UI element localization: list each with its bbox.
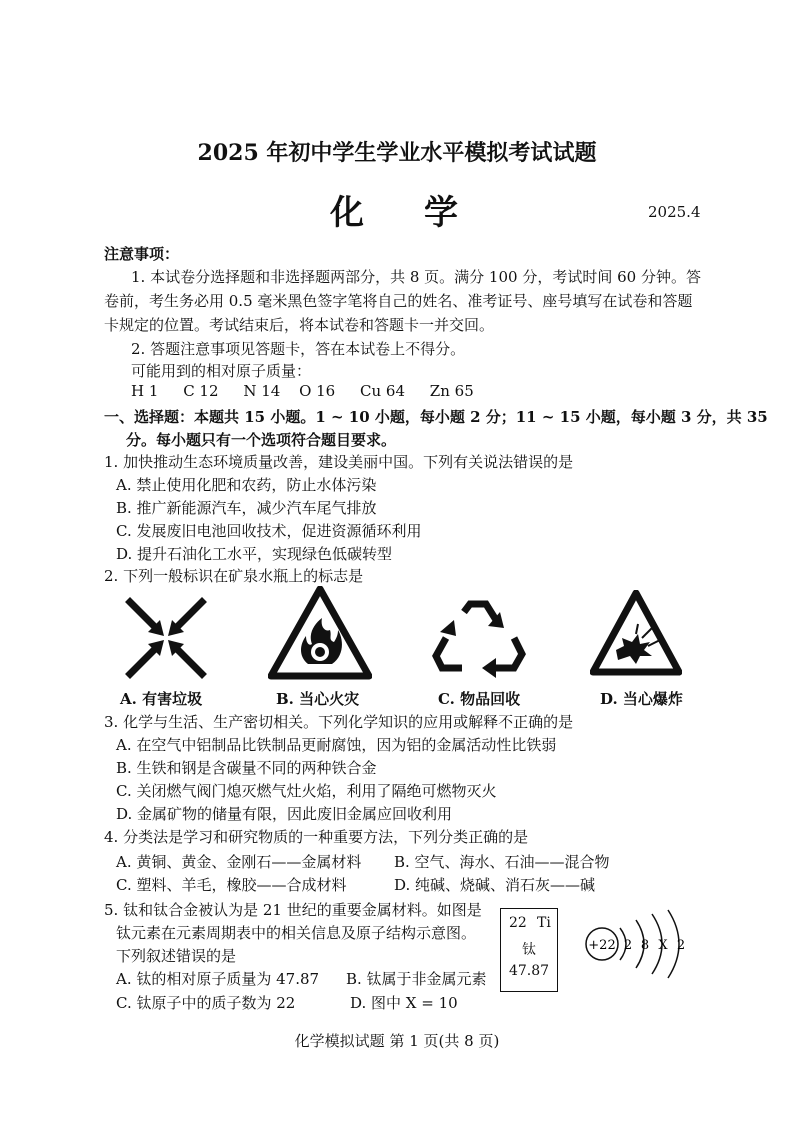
notes-line-2: 卷前，考生务必用 0.5 毫米黑色签字笔将自己的姓名、准考证号、座号填写在试卷和答题: [104, 292, 693, 310]
atomic-number: 22: [509, 915, 527, 931]
exam-title: 2025 年初中学生学业水平模拟考试试题: [197, 140, 597, 166]
q4-option-a: A. 黄铜、黄金、金刚石——金属材料: [116, 853, 362, 871]
shell-1-electrons: 2: [623, 938, 633, 953]
periodic-table-cell: [500, 908, 558, 992]
q4-option-b: B. 空气、海水、石油——混合物: [394, 853, 610, 871]
fire-warning-sign-icon: [268, 586, 372, 680]
q1-option-c: C. 发展废旧电池回收技术，促进资源循环利用: [116, 522, 422, 540]
mass-n: N 14: [243, 382, 281, 400]
q5-stem-line-1: 5. 钛和钛合金被认为是 21 世纪的重要金属材料。如图是: [104, 901, 482, 919]
q5-stem-line-3: 下列叙述错误的是: [116, 947, 237, 965]
notes-heading: 注意事项：: [104, 245, 180, 263]
subject-title: 化学: [330, 193, 518, 233]
q4-option-d: D. 纯碱、烧碱、消石灰——碱: [394, 876, 596, 894]
notes-line-4: 2. 答题注意事项见答题卡，答在本试卷上不得分。: [131, 340, 466, 358]
mass-o: O 16: [299, 382, 336, 400]
notes-line-5: 可能用到的相对原子质量：: [131, 362, 312, 380]
q5-stem-line-2: 钛元素在元素周期表中的相关信息及原子结构示意图。: [116, 924, 477, 942]
mass-h: H 1: [131, 382, 159, 400]
q1-option-b: B. 推广新能源汽车，减少汽车尾气排放: [116, 499, 377, 517]
hazardous-waste-sign-icon: [124, 596, 208, 680]
q3-option-b: B. 生铁和钢是含碳量不同的两种铁合金: [116, 759, 377, 777]
q3-stem: 3. 化学与生活、生产密切相关。下列化学知识的应用或解释不正确的是: [104, 713, 574, 731]
nucleus-charge: +22: [588, 938, 616, 953]
q2-option-c: C. 物品回收: [438, 690, 521, 708]
q2-stem: 2. 下列一般标识在矿泉水瓶上的标志是: [104, 567, 364, 585]
atomic-structure-diagram: [580, 906, 690, 986]
q1-stem: 1. 加快推动生态环境质量改善，建设美丽中国。下列有关说法错误的是: [104, 453, 574, 471]
element-name: 钛: [522, 942, 536, 958]
atomic-mass: 47.87: [508, 963, 550, 979]
q1-option-a: A. 禁止使用化肥和农药，防止水体污染: [116, 476, 377, 494]
shell-3-electrons: X: [658, 938, 668, 953]
notes-line-3: 卡规定的位置。考试结束后，将本试卷和答题卡一并交回。: [104, 316, 495, 334]
q2-option-d: D. 当心爆炸: [600, 690, 683, 708]
q3-option-d: D. 金属矿物的储量有限，因此废旧金属应回收利用: [116, 805, 453, 823]
notes-line-1: 1. 本试卷分选择题和非选择题两部分，共 8 页。满分 100 分，考试时间 60 分钟。答: [131, 268, 701, 286]
q4-stem: 4. 分类法是学习和研究物质的一种重要方法，下列分类正确的是: [104, 828, 529, 846]
page-footer: 化学模拟试题 第 1 页(共 8 页): [294, 1032, 500, 1050]
section-heading-line-2: 分。每小题只有一个选项符合题目要求。: [126, 431, 397, 449]
q3-option-a: A. 在空气中铝制品比铁制品更耐腐蚀，因为铝的金属活动性比铁弱: [116, 736, 557, 754]
atomic-mass-list: [131, 382, 474, 400]
section-heading-line-1: 一、选择题：本题共 15 小题。1 ~ 10 小题，每小题 2 分；11 ~ 15 小题，每小题 3 分，共 35: [104, 408, 768, 426]
q2-option-b: B. 当心火灾: [276, 690, 360, 708]
mass-zn: Zn 65: [429, 382, 474, 400]
q5-option-d: D. 图中 X = 10: [350, 994, 458, 1012]
q5-option-b: B. 钛属于非金属元素: [346, 970, 487, 988]
explosion-warning-sign-icon: [590, 590, 682, 676]
mass-c: C 12: [183, 382, 219, 400]
q1-option-d: D. 提升石油化工水平，实现绿色低碳转型: [116, 545, 393, 563]
q2-option-a: A. 有害垃圾: [120, 690, 203, 708]
element-symbol: Ti: [537, 915, 551, 931]
exam-date: 2025.4: [648, 203, 701, 221]
shell-4-electrons: 2: [676, 938, 686, 953]
shell-2-electrons: 8: [640, 938, 650, 953]
mass-cu: Cu 64: [360, 382, 406, 400]
q5-option-a: A. 钛的相对原子质量为 47.87: [116, 970, 320, 988]
q3-option-c: C. 关闭燃气阀门熄灭燃气灶火焰，利用了隔绝可燃物灭火: [116, 782, 497, 800]
q4-option-c: C. 塑料、羊毛，橡胶——合成材料: [116, 876, 347, 894]
q5-option-c: C. 钛原子中的质子数为 22: [116, 994, 296, 1012]
recycling-sign-icon: [430, 598, 526, 682]
